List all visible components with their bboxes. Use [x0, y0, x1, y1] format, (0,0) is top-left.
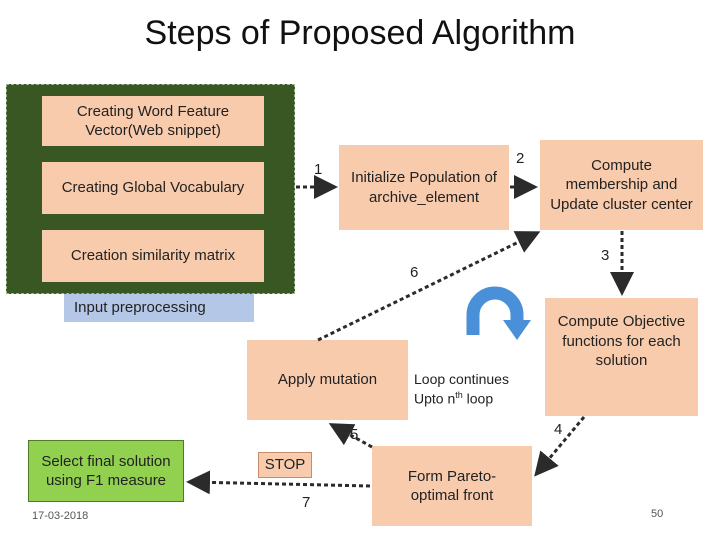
step-number-7: 7: [302, 494, 311, 511]
node-compute-objective: Compute Objective functions for each solution: [545, 298, 698, 416]
loop-text-sup: th: [455, 389, 463, 400]
loop-text-prefix: Upto n: [414, 390, 456, 407]
input-preprocessing-label: Input preprocessing: [64, 294, 254, 322]
slide-date: 17-03-2018: [32, 510, 89, 522]
preprocess-step-global-vocabulary: Creating Global Vocabulary: [42, 162, 264, 214]
step-number-3: 3: [601, 247, 610, 264]
node-initialize-population: Initialize Population of archive_element: [339, 145, 509, 230]
step-number-1: 1: [314, 161, 323, 178]
preprocess-step-similarity-matrix: Creation similarity matrix: [42, 230, 264, 282]
step-number-5: 5: [350, 426, 359, 443]
step-number-6: 6: [410, 264, 419, 281]
node-stop: STOP: [258, 452, 312, 478]
step-number-2: 2: [516, 150, 525, 167]
loop-text-suffix: loop: [462, 390, 494, 407]
slide-title: Steps of Proposed Algorithm: [144, 14, 576, 52]
u-turn-loop-arrow-icon: [473, 293, 531, 340]
step-number-4: 4: [554, 421, 563, 438]
arrow-7-pareto-to-select: [192, 482, 370, 486]
arrow-4-objective-to-pareto: [538, 417, 584, 472]
node-apply-mutation: Apply mutation: [247, 340, 408, 420]
preprocess-step-word-feature: Creating Word Feature Vector(Web snippet): [42, 96, 264, 146]
arrow-6-mutation-to-membership: [318, 234, 535, 340]
arrow-5-pareto-to-mutation: [334, 426, 372, 447]
slide-page-number: 50: [651, 508, 664, 520]
node-select-final-solution: Select final solution using F1 measure: [28, 440, 184, 502]
node-form-pareto: Form Pareto-optimal front: [372, 446, 532, 526]
node-compute-membership: Compute membership and Update cluster center: [540, 140, 703, 230]
loop-text-line1: Loop continues: [414, 371, 509, 387]
